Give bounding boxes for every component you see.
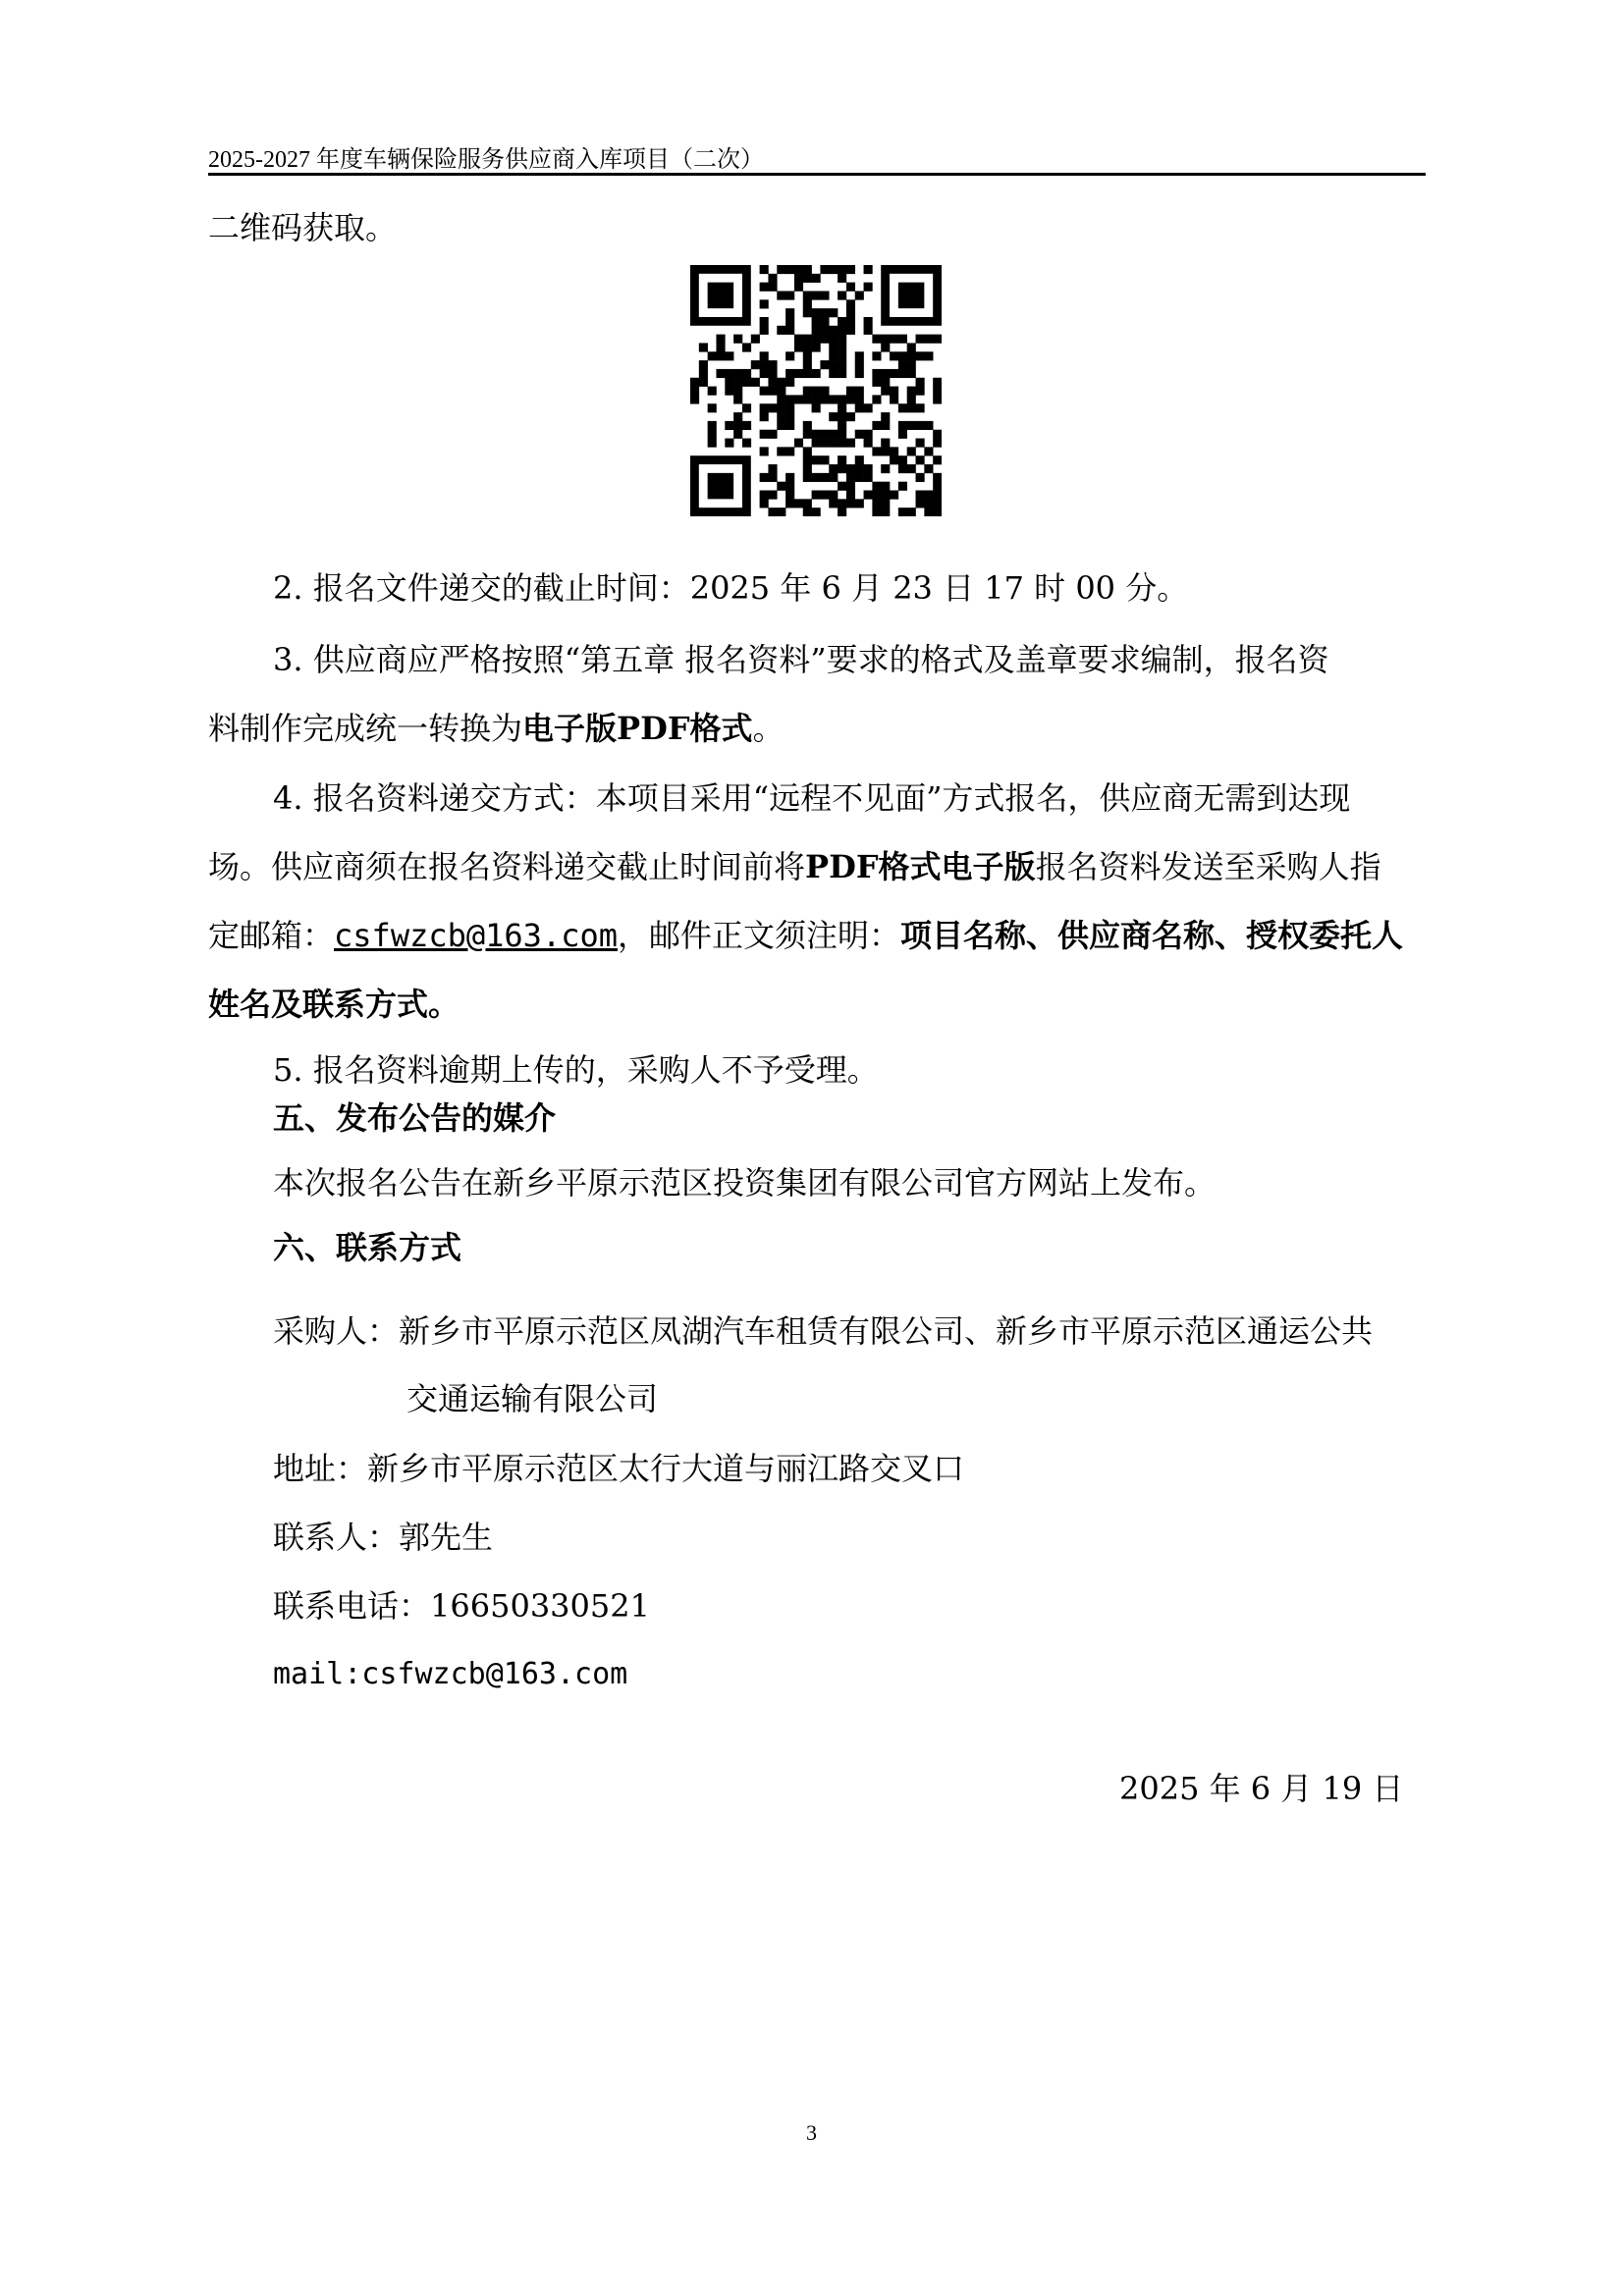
item-3-line-2 xyxy=(208,709,784,748)
item-4-bold-requirements: 项目名称、供应商名称、授权委托人 xyxy=(900,917,1404,954)
contact-label: 联系人： xyxy=(273,1519,400,1556)
page-number: 3 xyxy=(806,2120,817,2145)
item-4-line-3-a: 定邮箱： xyxy=(208,917,335,954)
item-4-line-3-b: ，邮件正文须注明： xyxy=(618,917,901,954)
purchaser-value-line-2: 交通运输有限公司 xyxy=(406,1380,659,1417)
intro-text: 二维码获取。 xyxy=(208,209,398,246)
announcement-date: 2025 年 6 月 19 日 xyxy=(1119,1770,1404,1807)
phone-value: 16650330521 xyxy=(430,1587,650,1625)
item-3-line-1: 3. 供应商应严格按照“第五章 报名资料”要求的格式及盖章要求编制，报名资 xyxy=(273,641,1329,678)
address-line xyxy=(273,1449,964,1488)
item-4-line-3 xyxy=(208,916,1403,955)
phone-line xyxy=(273,1586,650,1626)
purchaser-label: 采购人： xyxy=(273,1312,400,1350)
item-3-end: 。 xyxy=(752,710,784,747)
section-5-heading: 五、发布公告的媒介 xyxy=(273,1099,557,1137)
item-4-line-4: 姓名及联系方式。 xyxy=(208,986,460,1023)
mail-line: mail:csfwzcb@163.com xyxy=(273,1657,628,1691)
item-5-late-submission: 5. 报名资料逾期上传的，采购人不予受理。 xyxy=(273,1051,879,1089)
section-6-heading: 六、联系方式 xyxy=(273,1229,462,1266)
item-4-line-2-b: 报名资料发送至采购人指 xyxy=(1035,848,1381,885)
item-4-bold-format: PDF格式电子版 xyxy=(805,848,1036,885)
item-3-text: 料制作完成统一转换为 xyxy=(208,710,523,747)
item-4-line-1: 4. 报名资料递交方式：本项目采用“远程不见面”方式报名，供应商无需到达现 xyxy=(273,779,1351,817)
purchaser-value-line-1: 新乡市平原示范区凤湖汽车租赁有限公司、新乡市平原示范区通运公共 xyxy=(399,1312,1374,1350)
address-label: 地址： xyxy=(273,1450,368,1487)
qr-code-icon xyxy=(690,265,942,516)
item-2-deadline: 2. 报名文件递交的截止时间：2025 年 6 月 23 日 17 时 00 分。 xyxy=(273,569,1189,607)
item-3-bold-format: 电子版PDF格式 xyxy=(522,710,753,747)
contact-person-line xyxy=(273,1518,493,1557)
page-header-title: 2025-2027 年度车辆保险服务供应商入库项目（二次） xyxy=(208,147,764,173)
header-divider xyxy=(208,173,1426,176)
section-5-text: 本次报名公告在新乡平原示范区投资集团有限公司官方网站上发布。 xyxy=(273,1164,1217,1201)
item-4-line-2 xyxy=(208,847,1381,886)
contact-value: 郭先生 xyxy=(399,1519,494,1556)
item-4-line-2-a: 场。供应商须在报名资料递交截止时间前将 xyxy=(208,848,806,885)
email-link[interactable]: csfwzcb@163.com xyxy=(334,917,618,954)
phone-label: 联系电话： xyxy=(273,1587,431,1625)
purchaser-line-1 xyxy=(273,1311,1373,1351)
address-value: 新乡市平原示范区太行大道与丽江路交叉口 xyxy=(367,1450,965,1487)
